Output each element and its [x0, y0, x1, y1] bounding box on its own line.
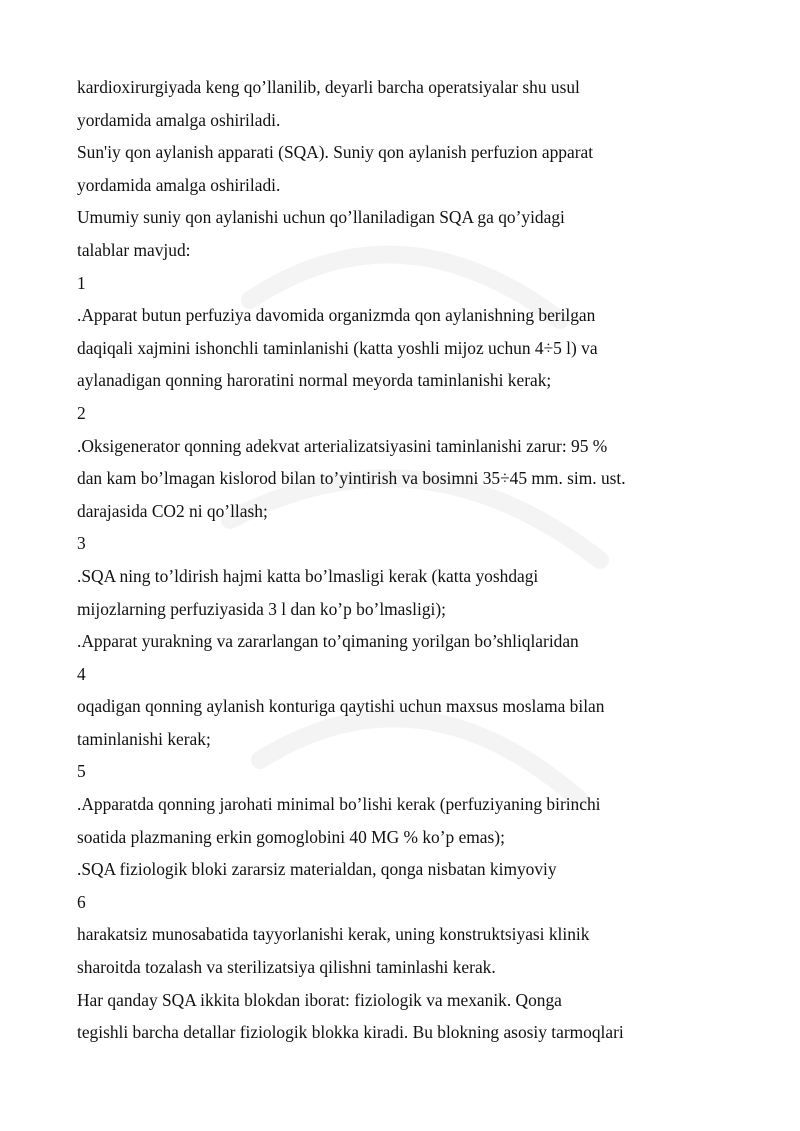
text-line: .Apparat butun perfuziya davomida organizmda qon aylanishning berilgan — [77, 305, 596, 326]
text-line: kardioxirurgiyada keng qo’llanilib, deyarli barcha operatsiyalar shu usul — [77, 77, 580, 97]
text-line: sharoitda tozalash va sterilizatsiya qilishni taminlashi kerak. — [77, 957, 496, 978]
text-line: .SQA fiziologik bloki zararsiz materialdan, qonga nisbatan kimyoviy — [77, 859, 557, 880]
text-line: mijozlarning perfuziyasida 3 l dan ko’p bo’lmasligi); — [77, 598, 446, 619]
text-line: .SQA ning to’ldirish hajmi katta bo’lmasligi kerak (katta yoshdagi — [77, 565, 539, 586]
text-line: oqadigan qonning aylanish konturiga qaytishi uchun maxsus moslama bilan — [77, 696, 605, 717]
text-line: soatida plazmaning erkin gomoglobini 40 MG % ko’p emas); — [77, 826, 505, 847]
text-line: aylanadigan qonning haroratini normal meyorda taminlanishi kerak; — [77, 370, 552, 391]
list-number: 5 — [77, 761, 86, 782]
list-number: 4 — [77, 663, 86, 684]
text-line: Sun'iy qon aylanish apparati (SQA). Suniy qon aylanish perfuzion apparat — [77, 142, 594, 163]
text-line: harakatsiz munosabatida tayyorlanishi kerak, uning konstruktsiyasi klinik — [77, 924, 590, 945]
text-line: talablar mavjud: — [77, 239, 191, 260]
list-number: 1 — [77, 272, 86, 293]
text-line: .Apparat yurakning va zararlangan to’qimaning yorilgan bo’shliqlaridan — [77, 631, 579, 652]
text-line: yordamida amalga oshiriladi. — [77, 109, 281, 130]
text-line: .Oksigenerator qonning adekvat arterializatsiyasini taminlanishi zarur: 95 % — [77, 435, 608, 456]
text-line: darajasida CO2 ni qo’llash; — [77, 500, 268, 521]
list-number: 3 — [77, 533, 86, 554]
text-line: dan kam bo’lmagan kislorod bilan to’yintirish va bosimni 35÷45 mm. sim. ust. — [77, 468, 626, 489]
text-line: Umumiy suniy qon aylanishi uchun qo’llaniladigan SQA ga qo’yidagi — [77, 207, 565, 228]
text-line: yordamida amalga oshiriladi. — [77, 174, 281, 195]
text-line: .Apparatda qonning jarohati minimal bo’lishi kerak (perfuziyaning birinchi — [77, 794, 601, 815]
document-text — [77, 71, 777, 1049]
list-number: 6 — [77, 891, 86, 912]
list-number: 2 — [77, 402, 86, 423]
text-line: taminlanishi kerak; — [77, 728, 211, 749]
text-line: Har qanday SQA ikkita blokdan iborat: fiziologik va mexanik. Qonga — [77, 989, 562, 1010]
text-line: daqiqali xajmini ishonchli taminlanishi (katta yoshli mijoz uchun 4÷5 l) va — [77, 337, 598, 358]
text-line: tegishli barcha detallar fiziologik blokka kiradi. Bu blokning asosiy tarmoqlari — [77, 1022, 624, 1043]
